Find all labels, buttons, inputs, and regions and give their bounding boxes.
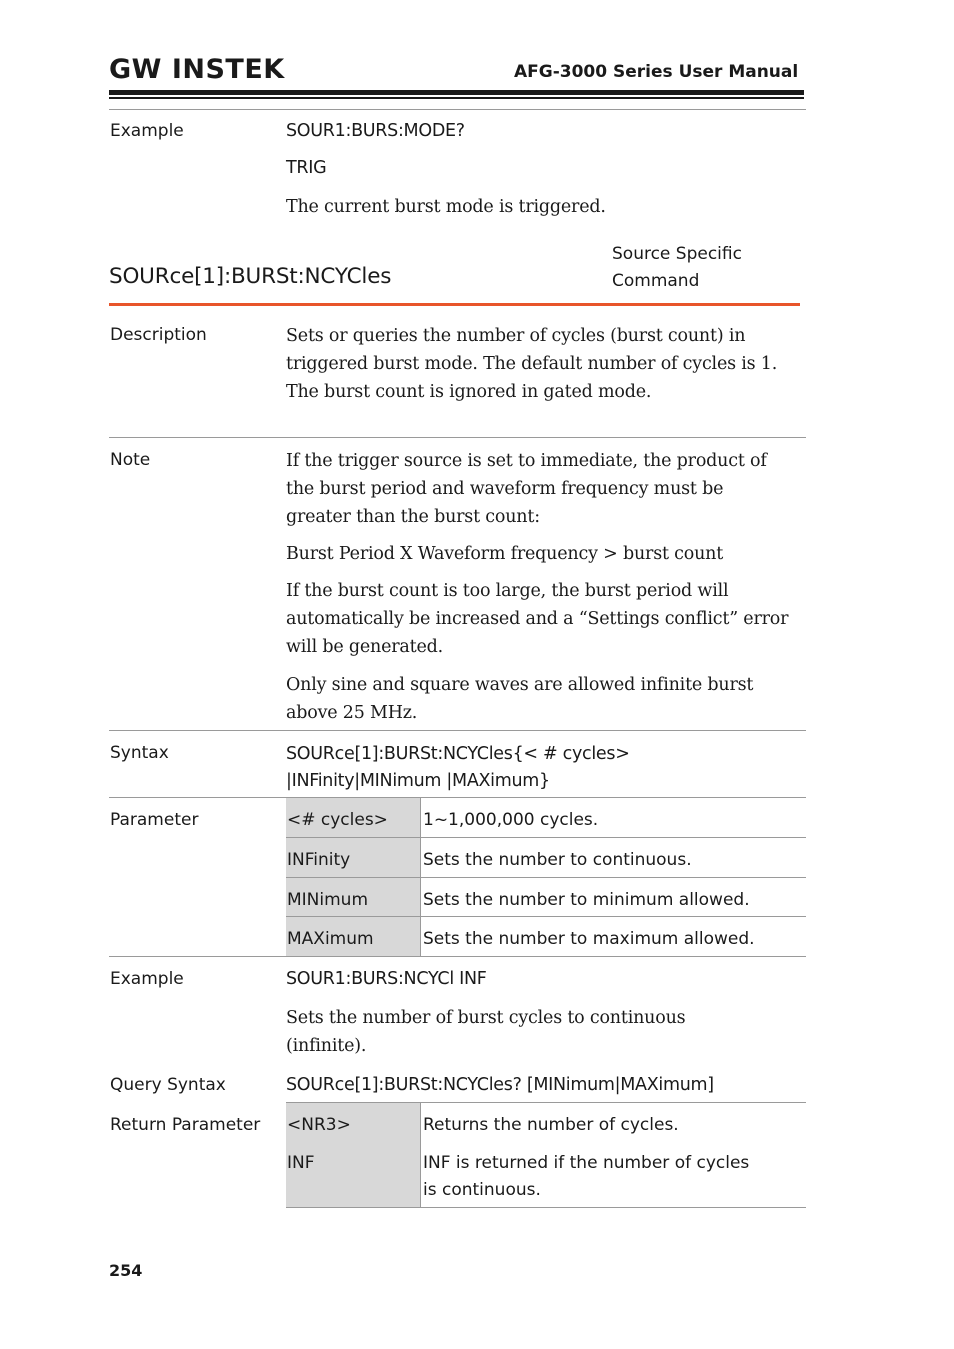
table-row-divider [286,837,806,838]
syntax-line-2: |INFinity|MINimum |MAXimum} [286,771,550,791]
example-label: Example [110,969,184,989]
brand-logo: GW INSTEK [109,54,285,85]
note-paragraph-2: Burst Period X Waveform frequency > burst count [286,544,724,564]
section-title: SOURce[1]:BURSt:NCYCles [109,264,392,289]
return-value: Returns the number of cycles. [423,1115,679,1135]
parameter-value: Sets the number to minimum allowed. [423,890,750,910]
top-example-command: SOUR1:BURS:MODE? [286,121,465,141]
return-parameter-label: Return Parameter [110,1115,261,1135]
top-example-description: The current burst mode is triggered. [286,197,606,217]
table-row-divider [286,916,806,917]
parameter-value: Sets the number to continuous. [423,850,692,870]
parameter-key: MAXimum [287,929,374,949]
command-type-line1: Source Specific [612,244,742,264]
note-paragraph-1: If the trigger source is set to immediate, the product of the burst period and waveform frequency must be greater than the burst count: [286,451,767,527]
divider [109,730,806,731]
example-text: Sets the number of burst cycles to continuous (infinite). [286,1008,686,1056]
divider [109,797,806,798]
header-rule-thin [109,97,804,99]
return-value-line: is continuous. [423,1180,541,1200]
return-value [423,1150,749,1204]
command-type [612,241,742,295]
header-rule-thick [109,90,804,95]
divider [109,956,806,957]
syntax-line-1: SOURce[1]:BURSt:NCYCles{< # cycles> [286,744,630,764]
table-row-divider [286,877,806,878]
parameter-value: Sets the number to maximum allowed. [423,929,755,949]
note-paragraph-3: If the burst count is too large, the burst period will automatically be increased and a “Settings conflict” error will be generated. [286,581,789,657]
note-label: Note [110,450,151,470]
syntax-label: Syntax [110,743,169,763]
return-key: INF [287,1153,315,1173]
description-label: Description [110,325,207,345]
return-value-line: INF is returned if the number of cycles [423,1153,750,1173]
parameter-value: 1~1,000,000 cycles. [423,810,599,830]
parameter-label: Parameter [110,810,199,830]
divider [109,109,806,110]
section-rule [109,303,800,306]
description-text: Sets or queries the number of cycles (burst count) in triggered burst mode. The default number of cycles is 1. The burst count is ignored in gated mode. [286,326,778,402]
top-example-label: Example [110,121,184,141]
parameter-key: <# cycles> [287,810,388,830]
top-example-response: TRIG [286,158,327,178]
parameter-key: INFinity [287,850,351,870]
query-syntax-text: SOURce[1]:BURSt:NCYCles? [MINimum|MAXimum] [286,1075,714,1095]
parameter-key: MINimum [287,890,369,910]
return-column-divider [420,1103,421,1207]
return-key: <NR3> [287,1115,351,1135]
manual-title: AFG-3000 Series User Manual [514,62,799,82]
example-command: SOUR1:BURS:NCYCl INF [286,969,487,989]
divider [109,437,806,438]
table-row-divider [286,1207,806,1208]
query-syntax-label: Query Syntax [110,1075,226,1095]
note-paragraph-4: Only sine and square waves are allowed infinite burst above 25 MHz. [286,675,754,723]
page-number: 254 [109,1261,143,1280]
command-type-line2: Command [612,271,700,291]
